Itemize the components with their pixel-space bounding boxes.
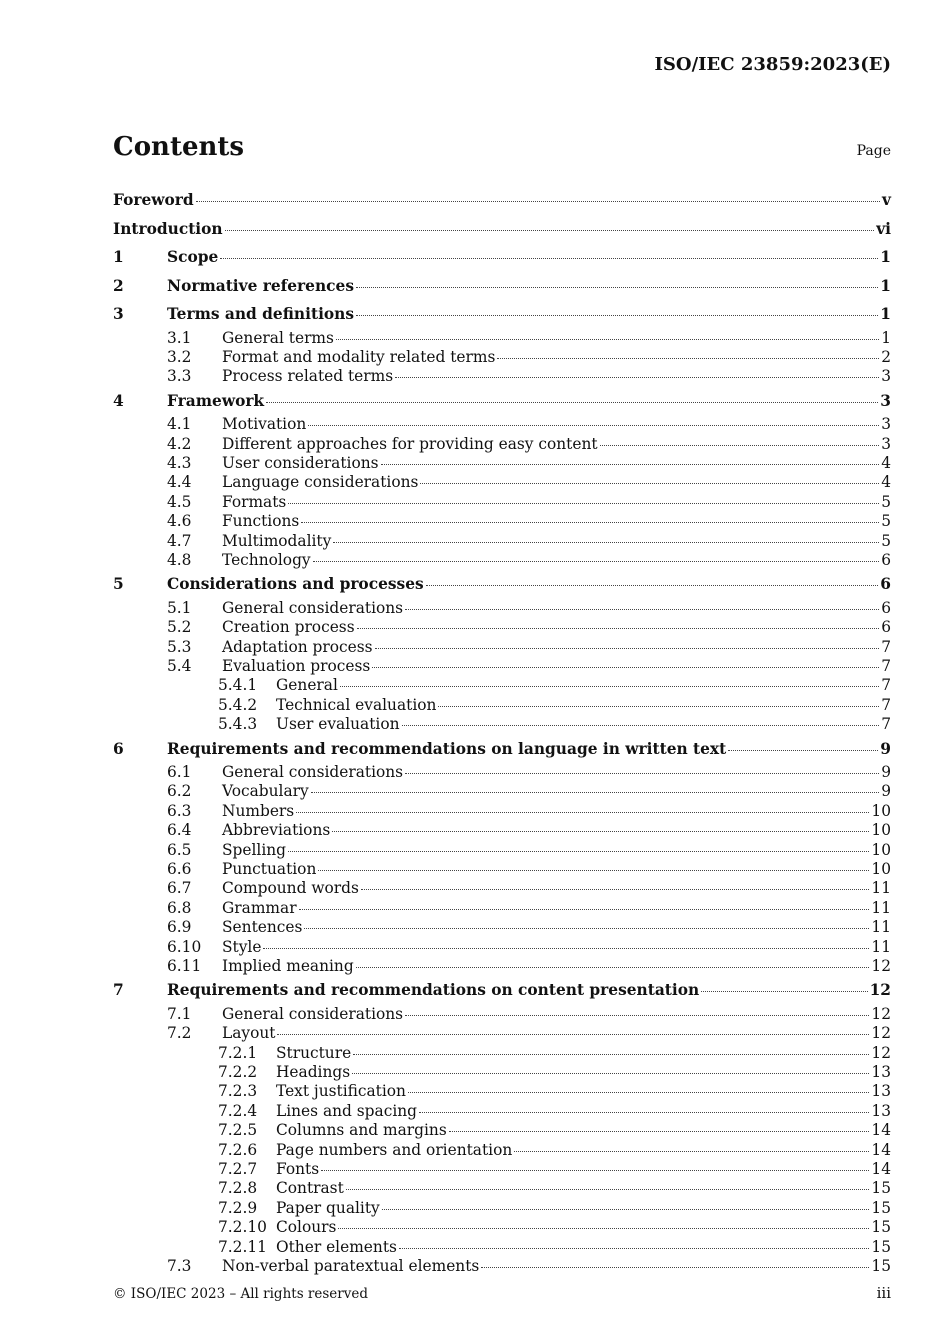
toc-entry-number: 6.2	[167, 782, 192, 801]
toc-entry-number: 6.4	[167, 821, 192, 840]
dot-leader	[419, 1112, 869, 1113]
toc-entry[interactable]	[113, 879, 891, 898]
dot-leader	[481, 1267, 869, 1268]
toc-entry-page: 6	[881, 550, 891, 569]
dot-leader	[308, 425, 879, 426]
toc-entry-number: 5.4.1	[218, 676, 258, 695]
dot-leader	[311, 792, 880, 793]
toc-entry-title: Implied meaning	[222, 956, 354, 975]
toc-entry-title: Contrast	[276, 1179, 344, 1198]
dot-leader	[299, 909, 870, 910]
toc-entry-title: Layout	[222, 1024, 276, 1043]
toc-entry-page: 4	[881, 453, 891, 472]
toc-entry[interactable]	[113, 512, 891, 531]
dot-leader	[277, 1034, 869, 1035]
toc-entry-number: 7.2.3	[218, 1082, 258, 1101]
toc-entry[interactable]	[113, 532, 891, 551]
dot-leader	[405, 609, 879, 610]
toc-entry-page: 11	[871, 879, 891, 898]
dot-leader	[301, 522, 879, 523]
page-column-label: Page	[856, 143, 891, 159]
toc-entry-page: 3	[880, 391, 891, 410]
toc-entry-number: 3.1	[167, 328, 192, 347]
toc-entry-page: vi	[876, 219, 891, 238]
dot-leader	[405, 773, 879, 774]
dot-leader	[600, 445, 880, 446]
toc-entry[interactable]	[113, 348, 891, 367]
toc-entry-page: v	[882, 191, 891, 209]
dot-leader	[332, 831, 869, 832]
toc-entry-title: Compound words	[222, 879, 359, 898]
dot-leader	[266, 402, 878, 403]
toc-entry[interactable]	[113, 1199, 891, 1218]
dot-leader	[263, 948, 869, 949]
dot-leader	[408, 1092, 869, 1093]
toc-entry-page: 13	[871, 1101, 891, 1120]
toc-entry-number: 7.2.5	[218, 1121, 258, 1140]
dot-leader	[313, 561, 880, 562]
toc-entry-number: 7.2.4	[218, 1101, 258, 1120]
toc-entry-page: 3	[881, 434, 891, 453]
toc-entry-page: 6	[881, 598, 891, 617]
toc-entry-page: 2	[881, 347, 891, 366]
toc-entry-title: General considerations	[222, 763, 404, 782]
toc-entry-title: Terms and definitions	[167, 305, 355, 323]
toc-entry-title: Foreword	[113, 191, 194, 209]
toc-entry-page: 14	[871, 1159, 891, 1178]
toc-entry-title: General terms	[222, 328, 334, 347]
toc-entry-page: 14	[871, 1140, 891, 1159]
toc-entry[interactable]	[113, 367, 891, 386]
dot-leader	[399, 1248, 869, 1249]
toc-entry-page: 15	[871, 1198, 891, 1217]
toc-entry-page: 12	[871, 1043, 891, 1062]
toc-entry-number: 7.2.10	[218, 1218, 267, 1237]
toc-entry[interactable]	[113, 638, 891, 657]
dot-leader	[304, 928, 869, 929]
toc-entry-number: 4.7	[167, 531, 192, 550]
toc-entry-title: Punctuation	[222, 859, 317, 878]
toc-entry[interactable]	[113, 918, 891, 937]
toc-entry[interactable]	[113, 186, 891, 215]
toc-entry-title: Lines and spacing	[276, 1101, 418, 1120]
toc-entry-title: Headings	[276, 1063, 351, 1081]
dot-leader	[426, 585, 879, 586]
toc-entry[interactable]	[113, 782, 891, 801]
document-identifier: ISO/IEC 23859:2023(E)	[654, 54, 891, 75]
toc-entry-page: 13	[871, 1082, 891, 1101]
toc-entry-page: 5	[881, 492, 891, 511]
toc-entry-title: Structure	[276, 1043, 352, 1062]
toc-entry[interactable]	[113, 821, 891, 840]
dot-leader	[353, 1054, 869, 1055]
toc-entry-title: Language considerations	[222, 473, 419, 492]
toc-entry-title: Abbreviations	[222, 821, 331, 840]
toc-entry[interactable]	[113, 841, 891, 860]
toc-entry[interactable]	[113, 618, 891, 637]
toc-entry-title: Normative references	[167, 276, 354, 295]
toc-entry-number: 4.4	[167, 473, 192, 492]
contents-title: Contents	[113, 132, 245, 162]
toc-entry-number: 4.5	[167, 492, 192, 511]
dot-leader	[382, 1209, 870, 1210]
toc-entry[interactable]	[113, 763, 891, 782]
toc-entry-title: Text justification	[276, 1082, 406, 1101]
toc-entry-number: 4.1	[167, 415, 192, 434]
dot-leader	[196, 201, 880, 202]
dot-leader	[420, 483, 879, 484]
toc-entry[interactable]	[113, 1257, 891, 1276]
dot-leader	[405, 1015, 869, 1016]
toc-entry-page: 11	[871, 937, 891, 956]
toc-entry[interactable]	[113, 715, 891, 734]
toc-entry-title: User evaluation	[276, 715, 400, 734]
toc-entry-number: 7	[113, 981, 124, 1000]
toc-entry-page: 10	[871, 801, 891, 820]
toc-entry-number: 6.11	[167, 956, 202, 975]
toc-entry-title: Columns and margins	[276, 1121, 447, 1140]
toc-entry-title: Sentences	[222, 918, 303, 937]
toc-entry-page: 15	[871, 1218, 891, 1237]
toc-entry[interactable]	[113, 243, 891, 272]
toc-entry[interactable]	[113, 899, 891, 918]
toc-entry-page: 6	[881, 618, 891, 637]
dot-leader	[438, 706, 879, 707]
toc-entry[interactable]	[113, 1218, 891, 1237]
toc-entry-number: 6.8	[167, 898, 192, 917]
dot-leader	[220, 258, 878, 259]
toc-entry-number: 4.6	[167, 512, 192, 531]
toc-entry[interactable]	[113, 473, 891, 492]
toc-entry-page: 4	[881, 473, 891, 492]
toc-entry-number: 7.2.8	[218, 1179, 258, 1198]
toc-entry-page: 9	[880, 739, 891, 758]
toc-entry-number: 7.2.2	[218, 1063, 258, 1081]
toc-entry-number: 1	[113, 248, 124, 266]
toc-entry-page: 1	[881, 328, 891, 347]
toc-entry[interactable]	[113, 570, 891, 599]
toc-entry-title: Multimodality	[222, 531, 332, 550]
toc-entry-page: 12	[871, 1004, 891, 1023]
toc-entry-page: 15	[871, 1237, 891, 1256]
toc-entry-number: 7.2.1	[218, 1043, 258, 1062]
toc-entry-page: 10	[871, 840, 891, 859]
toc-entry-page: 7	[881, 695, 891, 714]
toc-entry-page: 3	[881, 367, 891, 386]
toc-entry[interactable]	[113, 860, 891, 879]
toc-entry-title: Introduction	[113, 219, 223, 238]
toc-entry[interactable]	[113, 1141, 891, 1160]
dot-leader	[321, 1170, 869, 1171]
toc-entry[interactable]	[113, 1238, 891, 1257]
toc-entry[interactable]	[113, 1082, 891, 1101]
dot-leader	[333, 542, 879, 543]
toc-entry-title: Spelling	[222, 840, 287, 859]
toc-entry-number: 4.8	[167, 550, 192, 569]
toc-entry-title: Colours	[276, 1218, 337, 1237]
dot-leader	[361, 889, 870, 890]
dot-leader	[225, 230, 875, 231]
dot-leader	[356, 967, 870, 968]
toc-entry-number: 4	[113, 391, 124, 410]
toc-entry-title: Motivation	[222, 415, 307, 434]
toc-entry-number: 3.2	[167, 347, 192, 366]
toc-entry-title: General considerations	[222, 1004, 404, 1023]
dot-leader	[701, 991, 867, 992]
dot-leader	[356, 315, 878, 316]
toc-entry-title: Paper quality	[276, 1198, 380, 1217]
dot-leader	[395, 377, 879, 378]
toc-entry[interactable]	[113, 1160, 891, 1179]
toc-entry-number: 6.6	[167, 859, 192, 878]
toc-entry[interactable]	[113, 454, 891, 473]
toc-entry-number: 5.4.3	[218, 715, 258, 734]
toc-entry-page: 13	[871, 1063, 891, 1081]
dot-leader	[338, 1228, 869, 1229]
toc-entry[interactable]	[113, 696, 891, 715]
toc-entry-number: 4.3	[167, 453, 192, 472]
toc-entry[interactable]	[113, 415, 891, 434]
toc-entry[interactable]	[113, 938, 891, 957]
toc-entry-title: Style	[222, 937, 262, 956]
toc-entry-number: 6	[113, 739, 124, 758]
toc-entry-number: 3.3	[167, 367, 192, 386]
toc-entry-page: 12	[871, 1024, 891, 1043]
toc-entry-page: 12	[869, 981, 891, 1000]
toc-entry-title: Technical evaluation	[276, 695, 437, 714]
toc-entry[interactable]	[113, 272, 891, 301]
table-of-contents	[113, 186, 891, 1276]
toc-entry[interactable]	[113, 657, 891, 676]
toc-entry-title: Format and modality related terms	[222, 347, 496, 366]
dot-leader	[375, 648, 880, 649]
dot-leader	[356, 287, 878, 288]
toc-entry-page: 15	[871, 1179, 891, 1198]
toc-entry-page: 1	[880, 248, 891, 266]
toc-entry-number: 7.2.7	[218, 1159, 258, 1178]
toc-entry-title: User considerations	[222, 453, 379, 472]
toc-entry-number: 4.2	[167, 434, 192, 453]
toc-entry[interactable]	[113, 551, 891, 570]
toc-entry-title: Requirements and recommendations on language in written text	[167, 739, 727, 758]
toc-entry-number: 5.4.2	[218, 695, 258, 714]
toc-entry-page: 9	[881, 763, 891, 782]
toc-entry-title: General considerations	[222, 598, 404, 617]
dot-leader	[357, 628, 880, 629]
toc-entry[interactable]	[113, 957, 891, 976]
toc-entry[interactable]	[113, 1005, 891, 1024]
toc-entry-page: 6	[880, 575, 891, 594]
toc-entry[interactable]	[113, 329, 891, 348]
toc-entry-title: General	[276, 676, 338, 695]
dot-leader	[296, 812, 869, 813]
toc-entry-number: 7.2	[167, 1024, 192, 1043]
toc-entry-page: 10	[871, 859, 891, 878]
toc-entry[interactable]	[113, 976, 891, 1005]
toc-entry[interactable]	[113, 387, 891, 416]
toc-entry-page: 7	[881, 676, 891, 695]
copyright-notice: © ISO/IEC 2023 – All rights reserved	[113, 1286, 368, 1302]
toc-entry-title: Fonts	[276, 1159, 320, 1178]
dot-leader	[402, 725, 880, 726]
toc-entry[interactable]	[113, 599, 891, 618]
toc-entry-title: Other elements	[276, 1237, 397, 1256]
toc-entry-page: 15	[871, 1256, 891, 1275]
toc-entry-number: 6.1	[167, 763, 192, 782]
dot-leader	[340, 686, 879, 687]
dot-leader	[288, 503, 879, 504]
dot-leader	[346, 1189, 870, 1190]
toc-entry-page: 5	[881, 512, 891, 531]
dot-leader	[449, 1131, 870, 1132]
toc-entry[interactable]	[113, 1179, 891, 1198]
toc-entry[interactable]	[113, 735, 891, 764]
toc-entry-page: 9	[881, 782, 891, 801]
toc-entry-number: 7.3	[167, 1256, 192, 1275]
dot-leader	[318, 870, 869, 871]
toc-entry-title: Considerations and processes	[167, 575, 424, 594]
dot-leader	[372, 667, 879, 668]
toc-entry-title: Process related terms	[222, 367, 394, 386]
toc-entry-page: 11	[871, 898, 891, 917]
toc-entry-number: 6.9	[167, 918, 192, 937]
dot-leader	[497, 358, 879, 359]
toc-entry-number: 5.2	[167, 618, 192, 637]
toc-entry[interactable]	[113, 1024, 891, 1043]
toc-entry[interactable]	[113, 1063, 891, 1082]
toc-entry-number: 7.2.11	[218, 1237, 267, 1256]
toc-entry-number: 7.2.9	[218, 1198, 258, 1217]
dot-leader	[288, 851, 869, 852]
toc-entry-number: 2	[113, 276, 124, 295]
toc-entry-title: Creation process	[222, 618, 355, 637]
toc-entry-title: Functions	[222, 512, 300, 531]
toc-entry-number: 6.10	[167, 937, 202, 956]
toc-entry-title: Requirements and recommendations on content presentation	[167, 981, 700, 1000]
dot-leader	[381, 464, 880, 465]
toc-entry-page: 7	[881, 637, 891, 656]
dot-leader	[514, 1151, 869, 1152]
toc-entry-page: 5	[881, 531, 891, 550]
toc-entry-title: Page numbers and orientation	[276, 1140, 513, 1159]
toc-entry-title: Non-verbal paratextual elements	[222, 1256, 480, 1275]
toc-entry-number: 3	[113, 305, 124, 323]
toc-entry-page: 10	[871, 821, 891, 840]
toc-entry-page: 1	[880, 305, 891, 323]
toc-entry[interactable]	[113, 435, 891, 454]
toc-entry-title: Vocabulary	[222, 782, 309, 801]
toc-entry[interactable]	[113, 1102, 891, 1121]
toc-entry-title: Numbers	[222, 801, 295, 820]
toc-entry[interactable]	[113, 493, 891, 512]
page-number: iii	[876, 1284, 891, 1302]
toc-entry-title: Adaptation process	[222, 637, 373, 656]
toc-entry[interactable]	[113, 215, 891, 244]
toc-entry-page: 14	[871, 1121, 891, 1140]
toc-entry-title: Technology	[222, 550, 311, 569]
toc-entry[interactable]	[113, 802, 891, 821]
toc-entry-title: Evaluation process	[222, 656, 371, 675]
toc-entry-number: 7.1	[167, 1004, 192, 1023]
dot-leader	[728, 750, 878, 751]
toc-entry-page: 7	[881, 715, 891, 734]
toc-entry-number: 5.4	[167, 656, 192, 675]
toc-entry-number: 6.7	[167, 879, 192, 898]
toc-entry-page: 11	[871, 918, 891, 937]
toc-entry[interactable]	[113, 1121, 891, 1140]
dot-leader	[336, 339, 879, 340]
toc-entry-title: Scope	[167, 248, 219, 266]
toc-entry-title: Grammar	[222, 898, 297, 917]
toc-entry-page: 7	[881, 656, 891, 675]
toc-entry[interactable]	[113, 300, 891, 329]
dot-leader	[352, 1073, 869, 1074]
toc-entry-title: Framework	[167, 391, 265, 410]
toc-entry-number: 6.3	[167, 801, 192, 820]
toc-entry-title: Formats	[222, 492, 287, 511]
toc-entry[interactable]	[113, 676, 891, 695]
toc-entry-number: 6.5	[167, 840, 192, 859]
toc-entry-number: 5.1	[167, 598, 192, 617]
toc-entry-number: 5.3	[167, 637, 192, 656]
toc-entry[interactable]	[113, 1044, 891, 1063]
toc-entry-number: 7.2.6	[218, 1140, 258, 1159]
toc-entry-page: 12	[871, 956, 891, 975]
toc-entry-number: 5	[113, 575, 124, 594]
toc-entry-page: 1	[880, 276, 891, 295]
toc-entry-title: Different approaches for providing easy content	[222, 434, 598, 453]
toc-entry-page: 3	[881, 415, 891, 434]
